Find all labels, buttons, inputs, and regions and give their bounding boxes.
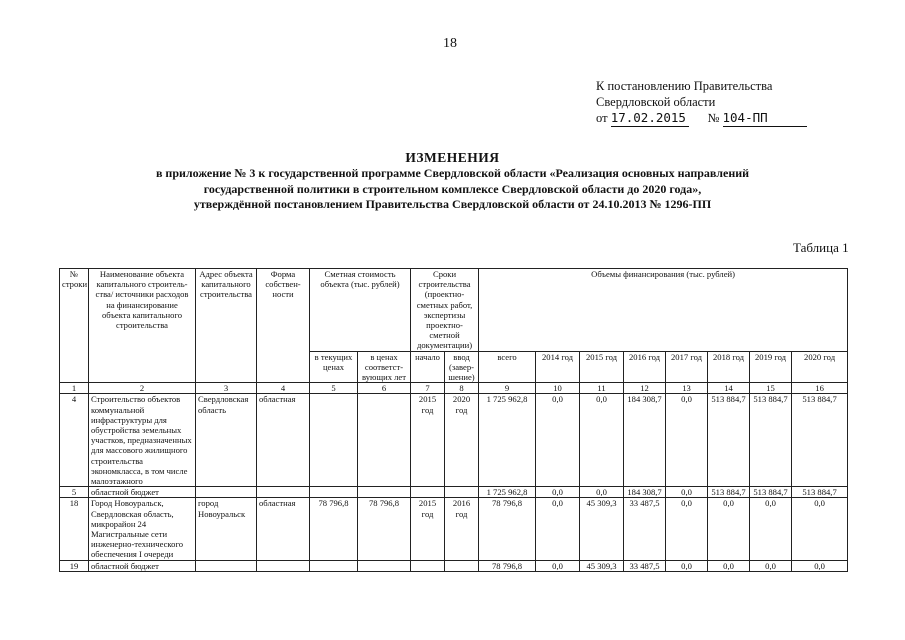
- column-index: 14: [708, 383, 750, 394]
- ownership-form: областная: [257, 394, 310, 487]
- amount-2020: 0,0: [792, 498, 848, 560]
- amount-2018: 513 884,7: [708, 487, 750, 498]
- amount-2020: 513 884,7: [792, 487, 848, 498]
- resolution-number: 104-ПП: [723, 110, 807, 127]
- header-total: всего: [479, 351, 536, 383]
- appendix-line-2: Свердловской области: [596, 95, 716, 109]
- subtitle-line-2: государственной политики в строительном комплексе Свердловской области до 2020 года»,: [203, 181, 702, 196]
- cost-current-prices: [310, 394, 358, 487]
- amount-2015: 0,0: [580, 487, 624, 498]
- table-row: [60, 498, 848, 560]
- column-index: 13: [666, 383, 708, 394]
- end-year: [445, 560, 479, 571]
- amount-2015: 45 309,3: [580, 498, 624, 560]
- amount-2015: 45 309,3: [580, 560, 624, 571]
- column-index: 2: [89, 383, 196, 394]
- table-row: [60, 487, 848, 498]
- document-heading: ИЗМЕНЕНИЯ: [405, 150, 500, 165]
- ownership-form: [257, 487, 310, 498]
- amount-2020: 0,0: [792, 560, 848, 571]
- header-terms: Сроки строительства (проектно-сметных работ, экспертизы проектно-сметной документации): [411, 269, 479, 352]
- header-2017: 2017 год: [666, 351, 708, 383]
- end-year: 2020 год: [445, 394, 479, 487]
- resolution-date: 17.02.2015: [611, 110, 689, 127]
- header-2020: 2020 год: [792, 351, 848, 383]
- header-ownership: Форма собствен-ности: [257, 269, 310, 383]
- object-name: Строительство объектов коммунальной инфраструктуры для обустройства земельных участков, предназначенных для массового жилищного строительства экономкласса, в том числе малоэтажного: [89, 394, 196, 487]
- amount-2017: 0,0: [666, 560, 708, 571]
- start-year: 2015 год: [411, 394, 445, 487]
- row-number: 5: [60, 487, 89, 498]
- cost-base-prices: 78 796,8: [358, 498, 411, 560]
- amount-2019: 0,0: [750, 560, 792, 571]
- amount-2016: 184 308,7: [624, 487, 666, 498]
- amount-2018: 513 884,7: [708, 394, 750, 487]
- amount-2017: 0,0: [666, 487, 708, 498]
- column-index: 3: [196, 383, 257, 394]
- object-address: Свердловская область: [196, 394, 257, 487]
- start-year: [411, 487, 445, 498]
- column-index: 8: [445, 383, 479, 394]
- column-index: 16: [792, 383, 848, 394]
- amount-2018: 0,0: [708, 560, 750, 571]
- column-index: 5: [310, 383, 358, 394]
- amount-2014: 0,0: [536, 394, 580, 487]
- total-amount: 78 796,8: [479, 498, 536, 560]
- amount-2016: 184 308,7: [624, 394, 666, 487]
- amount-2017: 0,0: [666, 394, 708, 487]
- amount-2014: 0,0: [536, 487, 580, 498]
- cost-base-prices: [358, 394, 411, 487]
- row-number: 19: [60, 560, 89, 571]
- amount-2014: 0,0: [536, 498, 580, 560]
- amount-2016: 33 487,5: [624, 498, 666, 560]
- table-row: [60, 560, 848, 571]
- amount-2016: 33 487,5: [624, 560, 666, 571]
- appendix-reference: [596, 78, 807, 127]
- column-index-row: [60, 383, 848, 394]
- header-2019: 2019 год: [750, 351, 792, 383]
- object-address: [196, 560, 257, 571]
- object-name: Город Новоуральск, Свердловская область, микрорайон 24 Магистральные сети инженерно-технического обеспечения I очереди: [89, 498, 196, 560]
- appendix-date-line: [596, 110, 807, 127]
- header-row-1: [60, 269, 848, 352]
- column-index: 12: [624, 383, 666, 394]
- column-index: 10: [536, 383, 580, 394]
- header-row-no: № строки: [60, 269, 89, 383]
- total-amount: 78 796,8: [479, 560, 536, 571]
- ownership-form: [257, 560, 310, 571]
- start-year: [411, 560, 445, 571]
- page-number: 18: [443, 36, 457, 51]
- column-index: 4: [257, 383, 310, 394]
- document-subtitle: [0, 166, 905, 213]
- header-base-prices: в ценах соответст-вующих лет: [358, 351, 411, 383]
- object-name: областной бюджет: [89, 487, 196, 498]
- header-current-prices: в текущих ценах: [310, 351, 358, 383]
- header-2016: 2016 год: [624, 351, 666, 383]
- amount-2019: 0,0: [750, 498, 792, 560]
- object-address: [196, 487, 257, 498]
- total-amount: 1 725 962,8: [479, 394, 536, 487]
- subtitle-line-3: утверждённой постановлением Правительства Свердловской области от 24.10.2013 № 1296-ПП: [193, 197, 712, 211]
- amount-2017: 0,0: [666, 498, 708, 560]
- cost-base-prices: [358, 487, 411, 498]
- table-label: Таблица 1: [793, 240, 849, 255]
- header-address: Адрес объекта капитального строительства: [196, 269, 257, 383]
- financing-table: [59, 268, 848, 572]
- subtitle-line-1: в приложение № 3 к государственной программе Свердловской области «Реализация основных направлений: [155, 166, 750, 180]
- header-end: ввод (завер-шение): [445, 351, 479, 383]
- start-year: 2015 год: [411, 498, 445, 560]
- end-year: 2016 год: [445, 498, 479, 560]
- amount-2019: 513 884,7: [750, 487, 792, 498]
- cost-current-prices: [310, 487, 358, 498]
- column-index: 15: [750, 383, 792, 394]
- header-estimate: Сметная стоимость объекта (тыс. рублей): [310, 269, 411, 352]
- table-row: [60, 394, 848, 487]
- column-index: 11: [580, 383, 624, 394]
- column-index: 7: [411, 383, 445, 394]
- header-name: Наименование объекта капитального строитель-ства/ источники расходов на финансирование объекта капитального строительства: [89, 269, 196, 383]
- date-prefix: от: [596, 111, 608, 125]
- amount-2015: 0,0: [580, 394, 624, 487]
- header-2014: 2014 год: [536, 351, 580, 383]
- amount-2018: 0,0: [708, 498, 750, 560]
- end-year: [445, 487, 479, 498]
- amount-2014: 0,0: [536, 560, 580, 571]
- number-prefix: №: [707, 111, 720, 125]
- object-name: областной бюджет: [89, 560, 196, 571]
- object-address: город Новоуральск: [196, 498, 257, 560]
- row-number: 18: [60, 498, 89, 560]
- column-index: 9: [479, 383, 536, 394]
- total-amount: 1 725 962,8: [479, 487, 536, 498]
- header-2018: 2018 год: [708, 351, 750, 383]
- appendix-line-1: К постановлению Правительства: [596, 79, 773, 93]
- header-financing: Объемы финансирования (тыс. рублей): [479, 269, 848, 352]
- row-number: 4: [60, 394, 89, 487]
- column-index: 6: [358, 383, 411, 394]
- amount-2019: 513 884,7: [750, 394, 792, 487]
- header-start: начало: [411, 351, 445, 383]
- cost-current-prices: [310, 560, 358, 571]
- column-index: 1: [60, 383, 89, 394]
- cost-base-prices: [358, 560, 411, 571]
- ownership-form: областная: [257, 498, 310, 560]
- cost-current-prices: 78 796,8: [310, 498, 358, 560]
- amount-2020: 513 884,7: [792, 394, 848, 487]
- header-2015: 2015 год: [580, 351, 624, 383]
